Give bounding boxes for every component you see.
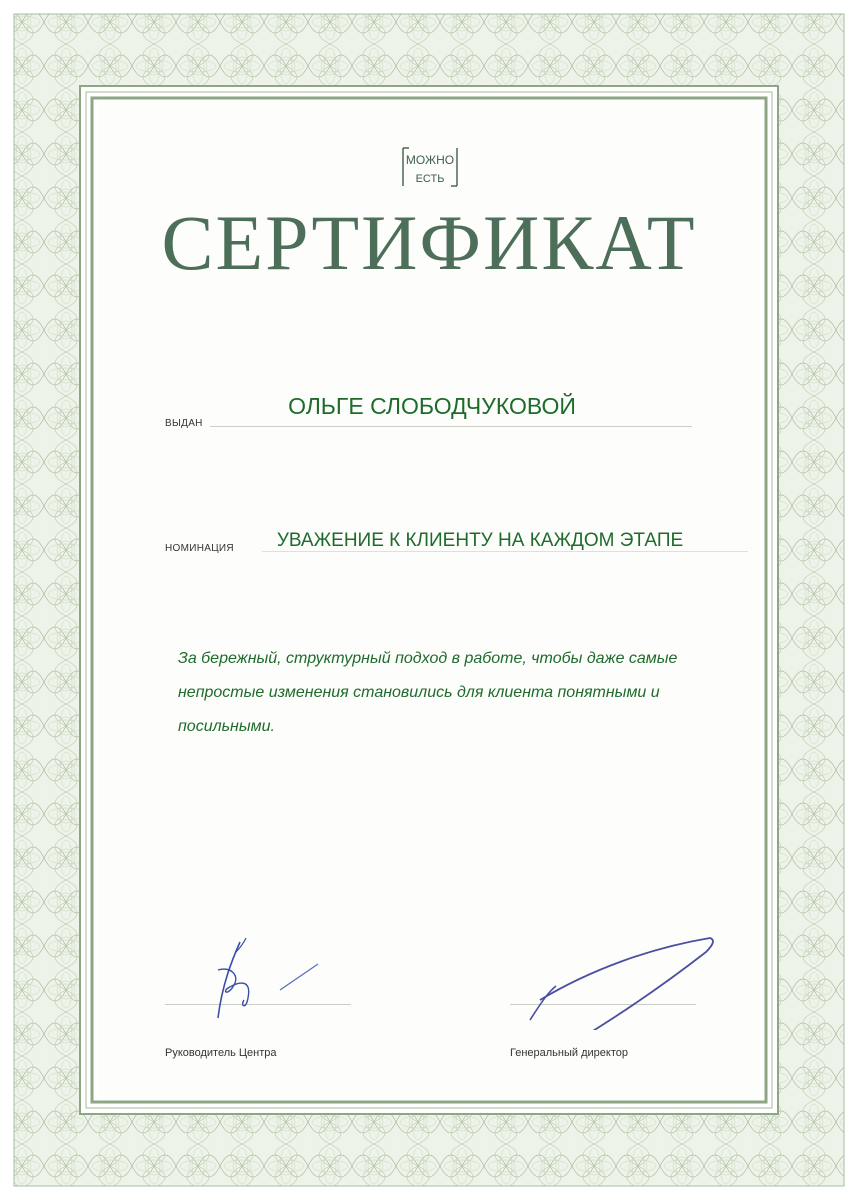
svg-text:ЕСТЬ: ЕСТЬ xyxy=(415,173,445,185)
company-logo xyxy=(401,146,459,188)
nomination-value: УВАЖЕНИЕ К КЛИЕНТУ НА КАЖДОМ ЭТАПЕ xyxy=(276,530,684,551)
description-line: За бережный, структурный подход в работе, чтобы даже самые xyxy=(178,650,678,667)
certificate-title: СЕРТИФИКАТ xyxy=(161,199,697,286)
description-line: непростые изменения становились для клиента понятными и xyxy=(178,684,660,701)
left-signature xyxy=(200,930,330,1030)
right-signature xyxy=(520,930,720,1030)
left-signature-caption: Руководитель Центра xyxy=(165,1047,277,1059)
svg-text:МОЖНО: МОЖНО xyxy=(405,153,455,167)
right-signature-caption: Генеральный директор xyxy=(510,1047,628,1059)
issued-label: ВЫДАН xyxy=(165,418,203,429)
recipient-name: ОЛЬГЕ СЛОБОДЧУКОВОЙ xyxy=(288,393,576,419)
description-line: посильными. xyxy=(178,718,275,735)
issued-underline xyxy=(210,426,692,427)
nomination-label: НОМИНАЦИЯ xyxy=(165,543,234,554)
award-description xyxy=(178,642,718,744)
